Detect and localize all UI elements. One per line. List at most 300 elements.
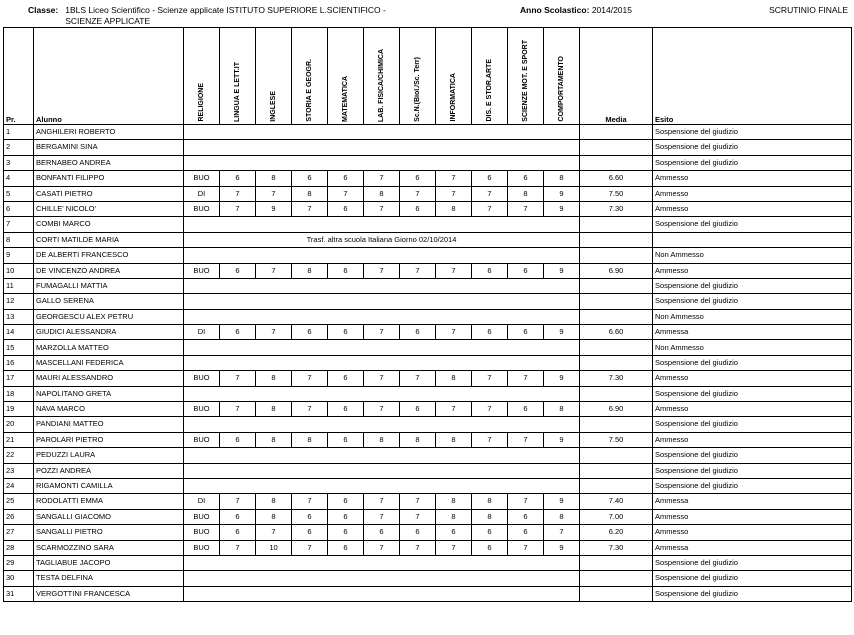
- table-row: [4, 555, 852, 570]
- esito-cell: Ammessa: [653, 325, 852, 340]
- grade-cell: 6: [400, 525, 436, 540]
- grade-cell: 7: [220, 540, 256, 555]
- table-row: [4, 155, 852, 170]
- grade-cell: 6: [364, 525, 400, 540]
- grade-cell: 6: [400, 402, 436, 417]
- grade-cell: 6: [472, 540, 508, 555]
- grades-table-head: [4, 28, 852, 125]
- media-cell: 6.90: [580, 402, 653, 417]
- student-name-cell: FUMAGALLI MATTIA: [34, 278, 184, 293]
- transfer-note-cell: Trasf. altra scuola Italiana Giorno 02/10/2014: [184, 232, 580, 247]
- esito-cell: Sospensione del giudizio: [653, 155, 852, 170]
- grade-cell: 7: [400, 494, 436, 509]
- table-row: [4, 494, 852, 509]
- col-header-subject: [508, 28, 544, 125]
- grade-cell: 7: [472, 371, 508, 386]
- table-row: [4, 463, 852, 478]
- col-header-subject: [328, 28, 364, 125]
- table-row: [4, 325, 852, 340]
- empty-grades-cell: [184, 217, 580, 232]
- student-name-cell: GIUDICI ALESSANDRA: [34, 325, 184, 340]
- table-row: [4, 125, 852, 140]
- row-number-cell: 26: [4, 509, 34, 524]
- col-header-subject: [436, 28, 472, 125]
- empty-grades-cell: [184, 478, 580, 493]
- row-number-cell: 9: [4, 248, 34, 263]
- esito-cell: Sospensione del giudizio: [653, 217, 852, 232]
- media-cell: [580, 463, 653, 478]
- student-name-cell: POZZI ANDREA: [34, 463, 184, 478]
- media-cell: 6.60: [580, 325, 653, 340]
- grade-cell: 9: [544, 371, 580, 386]
- scrutinio-finale-title: SCRUTINIO FINALE: [769, 5, 848, 15]
- col-header-subject: [472, 28, 508, 125]
- grade-cell: 7: [220, 494, 256, 509]
- grade-cell: 7: [400, 371, 436, 386]
- media-cell: [580, 417, 653, 432]
- table-row: [4, 586, 852, 601]
- grade-cell: 6: [472, 325, 508, 340]
- anno-scolastico-label: Anno Scolastico:: [520, 5, 590, 15]
- grade-cell: 8: [292, 186, 328, 201]
- media-cell: [580, 571, 653, 586]
- grade-cell: 8: [436, 432, 472, 447]
- table-row: [4, 171, 852, 186]
- row-number-cell: 21: [4, 432, 34, 447]
- col-header-media: Media: [580, 28, 653, 125]
- grade-cell: 6: [292, 525, 328, 540]
- table-row: [4, 140, 852, 155]
- classe-block: [2, 5, 520, 26]
- row-number-cell: 17: [4, 371, 34, 386]
- subject-label-rotated: SCIENZE MOT. E SPORT: [522, 40, 529, 122]
- grade-cell: 6: [292, 509, 328, 524]
- report-header: [0, 0, 854, 27]
- esito-cell: [653, 232, 852, 247]
- empty-grades-cell: [184, 386, 580, 401]
- grade-cell: BUO: [184, 371, 220, 386]
- grade-cell: BUO: [184, 263, 220, 278]
- classe-value: [65, 5, 386, 26]
- table-row: [4, 355, 852, 370]
- student-name-cell: TESTA DELFINA: [34, 571, 184, 586]
- media-cell: [580, 386, 653, 401]
- subject-label-rotated: LAB. FISICA/CHIMICA: [378, 48, 385, 122]
- media-cell: 6.20: [580, 525, 653, 540]
- table-row: [4, 509, 852, 524]
- row-number-cell: 6: [4, 201, 34, 216]
- grade-cell: 8: [436, 201, 472, 216]
- esito-cell: Ammesso: [653, 402, 852, 417]
- esito-cell: Sospensione del giudizio: [653, 448, 852, 463]
- grade-cell: 7: [436, 402, 472, 417]
- grade-cell: 7: [328, 186, 364, 201]
- grade-cell: 9: [544, 186, 580, 201]
- grade-cell: 8: [256, 432, 292, 447]
- esito-cell: Sospensione del giudizio: [653, 478, 852, 493]
- grade-cell: 6: [328, 201, 364, 216]
- grade-cell: 7: [436, 325, 472, 340]
- table-row: [4, 540, 852, 555]
- grade-cell: 7: [364, 325, 400, 340]
- row-number-cell: 13: [4, 309, 34, 324]
- grade-cell: 7: [292, 494, 328, 509]
- media-cell: [580, 248, 653, 263]
- empty-grades-cell: [184, 140, 580, 155]
- grade-cell: 7: [400, 509, 436, 524]
- media-cell: [580, 140, 653, 155]
- row-number-cell: 27: [4, 525, 34, 540]
- empty-grades-cell: [184, 355, 580, 370]
- media-cell: 7.30: [580, 371, 653, 386]
- grade-cell: DI: [184, 494, 220, 509]
- row-number-cell: 19: [4, 402, 34, 417]
- subject-label-rotated: RELIGIONE: [198, 83, 205, 122]
- col-header-alunno: Alunno: [34, 28, 184, 125]
- grade-cell: 6: [328, 540, 364, 555]
- grade-cell: 7: [364, 540, 400, 555]
- row-number-cell: 31: [4, 586, 34, 601]
- esito-cell: Ammesso: [653, 201, 852, 216]
- empty-grades-cell: [184, 294, 580, 309]
- subject-label-rotated: STORIA E GEOGR.: [306, 59, 313, 122]
- table-row: [4, 294, 852, 309]
- media-cell: [580, 586, 653, 601]
- row-number-cell: 20: [4, 417, 34, 432]
- table-row: [4, 186, 852, 201]
- grade-cell: 8: [436, 494, 472, 509]
- media-cell: 7.40: [580, 494, 653, 509]
- student-name-cell: BONFANTI FILIPPO: [34, 171, 184, 186]
- empty-grades-cell: [184, 555, 580, 570]
- grade-cell: 6: [328, 494, 364, 509]
- grade-cell: 7: [472, 432, 508, 447]
- empty-grades-cell: [184, 125, 580, 140]
- student-name-cell: PAROLARI PIETRO: [34, 432, 184, 447]
- row-number-cell: 1: [4, 125, 34, 140]
- grade-cell: 8: [256, 494, 292, 509]
- grade-cell: 7: [364, 171, 400, 186]
- esito-cell: Sospensione del giudizio: [653, 417, 852, 432]
- student-name-cell: CASATI PIETRO: [34, 186, 184, 201]
- anno-scolastico: [520, 5, 690, 16]
- esito-cell: Sospensione del giudizio: [653, 278, 852, 293]
- row-number-cell: 5: [4, 186, 34, 201]
- subject-label-rotated: INGLESE: [270, 91, 277, 122]
- grade-cell: 6: [220, 263, 256, 278]
- grades-table: [3, 27, 852, 602]
- student-name-cell: BERNABEO ANDREA: [34, 155, 184, 170]
- esito-cell: Sospensione del giudizio: [653, 294, 852, 309]
- grade-cell: 7: [436, 540, 472, 555]
- grade-cell: 7: [508, 494, 544, 509]
- table-row: [4, 232, 852, 247]
- media-cell: 7.50: [580, 186, 653, 201]
- row-number-cell: 7: [4, 217, 34, 232]
- table-row: [4, 525, 852, 540]
- media-cell: [580, 340, 653, 355]
- media-cell: [580, 294, 653, 309]
- grade-cell: 6: [472, 263, 508, 278]
- esito-cell: Ammesso: [653, 171, 852, 186]
- row-number-cell: 11: [4, 278, 34, 293]
- grade-cell: 6: [328, 509, 364, 524]
- student-name-cell: CHILLE' NICOLO': [34, 201, 184, 216]
- table-row: [4, 309, 852, 324]
- grade-cell: 6: [220, 171, 256, 186]
- grade-cell: 7: [256, 186, 292, 201]
- row-number-cell: 23: [4, 463, 34, 478]
- grade-cell: 7: [256, 325, 292, 340]
- grade-cell: 7: [364, 201, 400, 216]
- media-cell: 6.60: [580, 171, 653, 186]
- row-number-cell: 10: [4, 263, 34, 278]
- table-row: [4, 371, 852, 386]
- subject-label-rotated: INFORMATICA: [450, 73, 457, 122]
- grade-cell: 6: [328, 325, 364, 340]
- grade-cell: 7: [400, 540, 436, 555]
- grades-table-body: [4, 125, 852, 602]
- esito-cell: Ammesso: [653, 432, 852, 447]
- grade-cell: 6: [292, 325, 328, 340]
- student-name-cell: SANGALLI GIACOMO: [34, 509, 184, 524]
- media-cell: [580, 555, 653, 570]
- media-cell: 6.90: [580, 263, 653, 278]
- grade-cell: 9: [544, 325, 580, 340]
- media-cell: [580, 278, 653, 293]
- grade-cell: 7: [436, 263, 472, 278]
- student-name-cell: RIGAMONTI CAMILLA: [34, 478, 184, 493]
- grade-cell: 7: [364, 402, 400, 417]
- esito-cell: Ammessa: [653, 540, 852, 555]
- grade-cell: BUO: [184, 509, 220, 524]
- empty-grades-cell: [184, 155, 580, 170]
- media-cell: 7.50: [580, 432, 653, 447]
- media-cell: [580, 448, 653, 463]
- student-name-cell: DE VINCENZO ANDREA: [34, 263, 184, 278]
- esito-cell: Sospensione del giudizio: [653, 386, 852, 401]
- table-row: [4, 571, 852, 586]
- grade-cell: 7: [256, 263, 292, 278]
- student-name-cell: MARZOLLA MATTEO: [34, 340, 184, 355]
- grade-cell: 8: [508, 186, 544, 201]
- subject-label-rotated: DIS. E STOR.ARTE: [486, 59, 493, 122]
- grade-cell: 8: [400, 432, 436, 447]
- row-number-cell: 25: [4, 494, 34, 509]
- esito-cell: Sospensione del giudizio: [653, 586, 852, 601]
- grade-cell: 7: [436, 186, 472, 201]
- grade-cell: 7: [292, 371, 328, 386]
- table-row: [4, 386, 852, 401]
- empty-grades-cell: [184, 278, 580, 293]
- esito-cell: Ammesso: [653, 186, 852, 201]
- col-header-subject: [544, 28, 580, 125]
- grade-cell: 7: [508, 540, 544, 555]
- esito-cell: Non Ammesso: [653, 248, 852, 263]
- grade-cell: 6: [328, 263, 364, 278]
- grade-cell: 7: [508, 432, 544, 447]
- row-number-cell: 28: [4, 540, 34, 555]
- grade-cell: 6: [400, 171, 436, 186]
- student-name-cell: MAURI ALESSANDRO: [34, 371, 184, 386]
- grade-cell: 7: [220, 201, 256, 216]
- classe-line1: 1BLS Liceo Scientifico - Scienze applicate ISTITUTO SUPERIORE L.SCIENTIFICO -: [65, 5, 386, 15]
- grade-cell: 7: [472, 186, 508, 201]
- row-number-cell: 22: [4, 448, 34, 463]
- grade-cell: BUO: [184, 432, 220, 447]
- student-name-cell: TAGLIABUE JACOPO: [34, 555, 184, 570]
- grade-cell: 7: [220, 186, 256, 201]
- student-name-cell: VERGOTTINI FRANCESCA: [34, 586, 184, 601]
- esito-cell: Non Ammesso: [653, 309, 852, 324]
- student-name-cell: CORTI MATILDE MARIA: [34, 232, 184, 247]
- row-number-cell: 24: [4, 478, 34, 493]
- empty-grades-cell: [184, 571, 580, 586]
- grade-cell: BUO: [184, 540, 220, 555]
- grade-cell: 8: [256, 509, 292, 524]
- col-header-subject: [220, 28, 256, 125]
- empty-grades-cell: [184, 309, 580, 324]
- row-number-cell: 8: [4, 232, 34, 247]
- row-number-cell: 29: [4, 555, 34, 570]
- table-row: [4, 340, 852, 355]
- grade-cell: 8: [256, 402, 292, 417]
- row-number-cell: 16: [4, 355, 34, 370]
- row-number-cell: 15: [4, 340, 34, 355]
- empty-grades-cell: [184, 417, 580, 432]
- grade-cell: 6: [508, 509, 544, 524]
- grade-cell: 7: [364, 371, 400, 386]
- student-name-cell: PEDUZZI LAURA: [34, 448, 184, 463]
- esito-cell: Sospensione del giudizio: [653, 555, 852, 570]
- grade-cell: 8: [256, 171, 292, 186]
- grade-cell: DI: [184, 325, 220, 340]
- student-name-cell: PANDIANI MATTEO: [34, 417, 184, 432]
- media-cell: [580, 217, 653, 232]
- col-header-pr: Pr.: [4, 28, 34, 125]
- grade-cell: 6: [508, 525, 544, 540]
- table-row: [4, 278, 852, 293]
- subject-label-rotated: COMPORTAMENTO: [558, 56, 565, 122]
- media-cell: 7.00: [580, 509, 653, 524]
- grade-cell: 8: [544, 171, 580, 186]
- esito-cell: Ammesso: [653, 263, 852, 278]
- grade-cell: BUO: [184, 201, 220, 216]
- student-name-cell: MASCELLANI FEDERICA: [34, 355, 184, 370]
- row-number-cell: 14: [4, 325, 34, 340]
- grade-cell: 6: [220, 509, 256, 524]
- row-number-cell: 3: [4, 155, 34, 170]
- esito-cell: Sospensione del giudizio: [653, 571, 852, 586]
- esito-cell: Sospensione del giudizio: [653, 463, 852, 478]
- grade-cell: 7: [220, 402, 256, 417]
- grade-cell: 7: [364, 263, 400, 278]
- grade-cell: 6: [508, 402, 544, 417]
- grade-cell: 7: [400, 186, 436, 201]
- empty-grades-cell: [184, 463, 580, 478]
- grade-cell: 6: [220, 432, 256, 447]
- grade-cell: BUO: [184, 171, 220, 186]
- grade-cell: 6: [472, 525, 508, 540]
- grade-cell: 9: [544, 263, 580, 278]
- classe-line2: SCIENZE APPLICATE: [65, 15, 151, 26]
- student-name-cell: GEORGESCU ALEX PETRU: [34, 309, 184, 324]
- table-row: [4, 248, 852, 263]
- student-name-cell: ANGHILERI ROBERTO: [34, 125, 184, 140]
- col-header-subject: [364, 28, 400, 125]
- media-cell: 7.30: [580, 540, 653, 555]
- esito-cell: Ammesso: [653, 525, 852, 540]
- grade-cell: 10: [256, 540, 292, 555]
- grade-cell: 6: [220, 325, 256, 340]
- grade-cell: 8: [544, 509, 580, 524]
- grade-cell: 6: [436, 525, 472, 540]
- esito-cell: Sospensione del giudizio: [653, 355, 852, 370]
- empty-grades-cell: [184, 448, 580, 463]
- header-row: [4, 28, 852, 125]
- grade-cell: 6: [328, 525, 364, 540]
- grade-cell: 7: [292, 402, 328, 417]
- student-name-cell: GALLO SERENA: [34, 294, 184, 309]
- grade-cell: 9: [544, 540, 580, 555]
- table-row: [4, 417, 852, 432]
- grade-cell: 8: [256, 371, 292, 386]
- media-cell: 7.30: [580, 201, 653, 216]
- grade-cell: 7: [508, 371, 544, 386]
- esito-cell: Non Ammesso: [653, 340, 852, 355]
- student-name-cell: SCARMOZZINO SARA: [34, 540, 184, 555]
- student-name-cell: NAVA MARCO: [34, 402, 184, 417]
- grade-cell: 7: [364, 494, 400, 509]
- anno-scolastico-value: 2014/2015: [591, 5, 632, 15]
- table-row: [4, 263, 852, 278]
- grade-cell: 7: [364, 509, 400, 524]
- table-row: [4, 448, 852, 463]
- grade-cell: 8: [472, 494, 508, 509]
- media-cell: [580, 155, 653, 170]
- subject-label-rotated: Sc.N.(Biol./Sc. Terr): [414, 56, 421, 122]
- student-name-cell: COMBI MARCO: [34, 217, 184, 232]
- grade-cell: 6: [328, 371, 364, 386]
- table-row: [4, 402, 852, 417]
- col-header-esito: Esito: [653, 28, 852, 125]
- subject-label-rotated: LINGUA E LETT.IT: [234, 61, 241, 122]
- empty-grades-cell: [184, 248, 580, 263]
- grade-cell: 7: [436, 171, 472, 186]
- grade-cell: 7: [292, 201, 328, 216]
- row-number-cell: 4: [4, 171, 34, 186]
- esito-cell: Ammessa: [653, 494, 852, 509]
- grade-cell: 7: [544, 525, 580, 540]
- col-header-subject: [292, 28, 328, 125]
- grade-cell: 9: [256, 201, 292, 216]
- grade-cell: 9: [544, 201, 580, 216]
- grade-cell: 6: [220, 525, 256, 540]
- student-name-cell: RODOLATTI EMMA: [34, 494, 184, 509]
- grade-cell: 7: [508, 201, 544, 216]
- row-number-cell: 2: [4, 140, 34, 155]
- grade-cell: 6: [328, 432, 364, 447]
- student-name-cell: SANGALLI PIETRO: [34, 525, 184, 540]
- grade-cell: 9: [544, 432, 580, 447]
- grade-cell: 6: [328, 171, 364, 186]
- media-cell: [580, 232, 653, 247]
- student-name-cell: BERGAMINI SINA: [34, 140, 184, 155]
- grade-cell: 6: [508, 263, 544, 278]
- grade-cell: 7: [472, 201, 508, 216]
- grade-cell: BUO: [184, 402, 220, 417]
- table-row: [4, 201, 852, 216]
